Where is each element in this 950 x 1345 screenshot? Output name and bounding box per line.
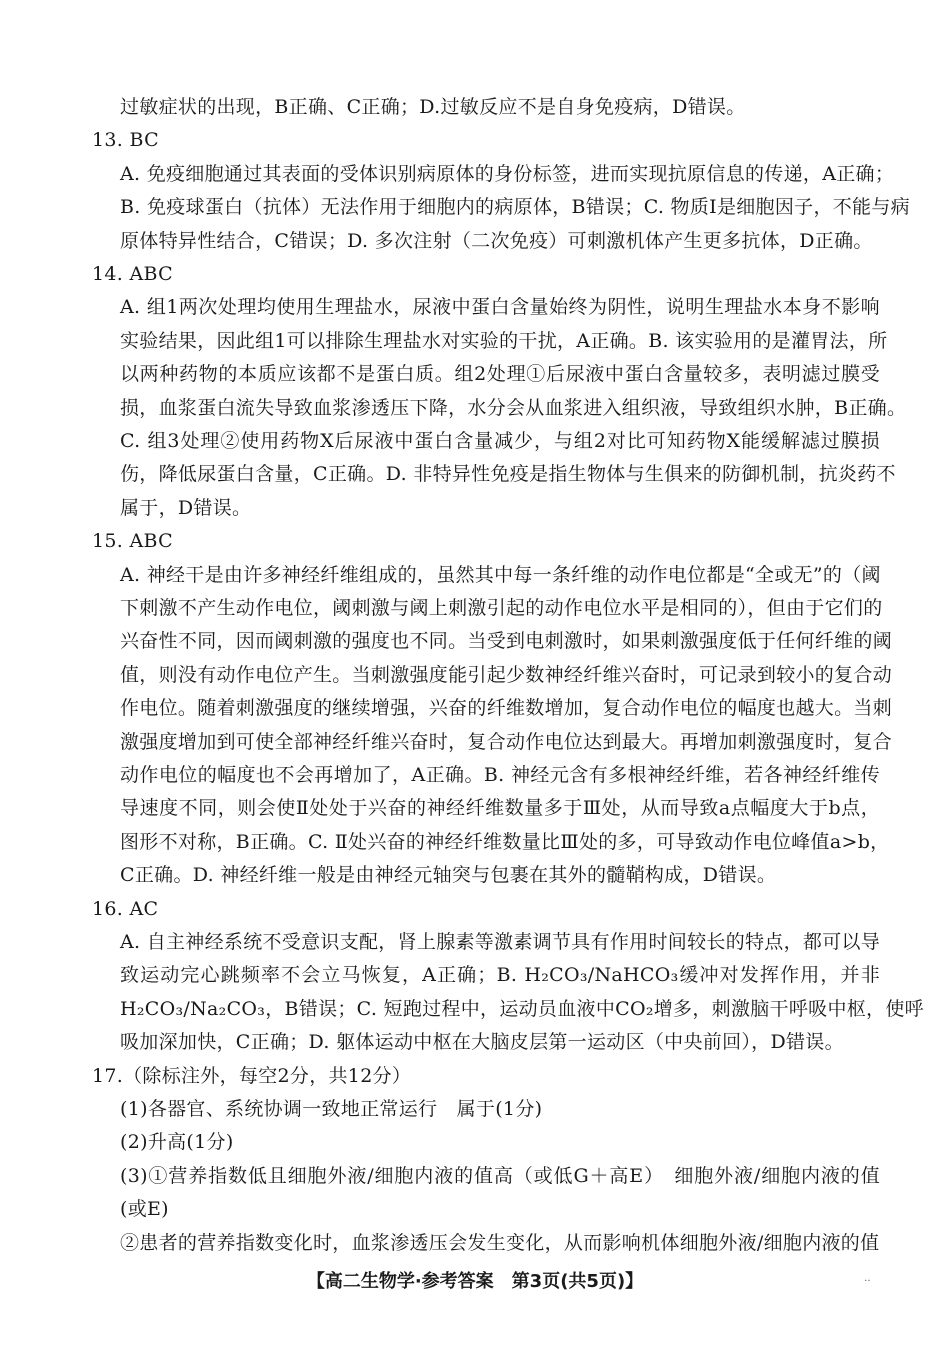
answer-text-line: 值，则没有动作电位产生。当刺激强度能引起少数神经纤维兴奋时，可记录到较小的复合动 (120, 663, 893, 686)
answer-text-line: 下刺激不产生动作电位，阈刺激与阈上刺激引起的动作电位水平是相同的），但由于它们的 (120, 597, 883, 619)
answer-text-line: 致运动完心跳频率不会立马恢复，A正确；B. H₂CO₃/NaHCO₃缓冲对发挥作用，并非 (120, 964, 880, 987)
answer-text-line: 动作电位的幅度也不会再增加了，A正确。B. 神经元含有多根神经纤维，若各神经纤维传 (120, 764, 880, 786)
answer-text-line: H₂CO₃/Na₂CO₃，B错误；C. 短跑过程中，运动员血液中CO₂增多，刺激脑干呼吸中枢，使呼 (120, 997, 924, 1020)
answer-text-line: ②患者的营养指数变化时，血浆渗透压会发生变化，从而影响机体细胞外液/细胞内液的值 (120, 1231, 880, 1254)
answer-text-line: C. 组3处理②使用药物X后尿液中蛋白含量减少，与组2对比可知药物X能缓解滤过膜损 (120, 430, 880, 452)
question-number: 16. AC (92, 897, 159, 920)
answer-text-line: (3)①营养指数低且细胞外液/细胞内液的值高（或低G＋高E） 细胞外液/细胞内液的值 (120, 1164, 880, 1187)
answer-text-line: A. 组1两次处理均使用生理盐水，尿液中蛋白含量始终为阴性，说明生理盐水本身不影响 (120, 296, 880, 319)
answer-text-line: 伤，降低尿蛋白含量，C正确。D. 非特异性免疫是指生物体与生俱来的防御机制，抗炎药不 (120, 463, 896, 486)
question-number: 14. ABC (92, 263, 173, 285)
answer-text-line: 以两种药物的本质应该都不是蛋白质。组2处理①后尿液中蛋白含量较多，表明滤过膜受 (120, 363, 880, 386)
answer-text-line: 兴奋性不同，因而阈刺激的强度也不同。当受到电刺激时，如果刺激强度低于任何纤维的阈 (120, 630, 893, 653)
answer-text-line: C正确。D. 神经纤维一般是由神经元轴突与包裹在其外的髓鞘构成，D错误。 (120, 864, 777, 887)
answer-text-line: (2)升高(1分) (120, 1131, 234, 1154)
answer-text-line: 实验结果，因此组1可以排除生理盐水对实验的干扰，A正确。B. 该实验用的是灌胃法，所 (120, 329, 888, 352)
answer-text-line: A. 神经干是由许多神经纤维组成的，虽然其中每一条纤维的动作电位都是“全或无”的（阈 (120, 563, 881, 586)
answer-text-line: 吸加深加快，C正确；D. 躯体运动中枢在大脑皮层第一运动区（中央前回），D错误。 (120, 1031, 844, 1054)
answer-text-line: B. 免疫球蛋白（抗体）无法作用于细胞内的病原体，B错误；C. 物质Ⅰ是细胞因子，不能与病 (120, 196, 910, 219)
answer-text-line: 导速度不同，则会使Ⅱ处处于兴奋的神经纤维数量多于Ⅲ处，从而导致a点幅度大于b点， (120, 797, 880, 820)
question-number: 13. BC (92, 129, 159, 152)
answer-text-line: 作电位。随着刺激强度的继续增强，兴奋的纤维数增加，复合动作电位的幅度也越大。当刺 (120, 697, 893, 720)
answer-text-line: (或E) (120, 1198, 169, 1221)
answer-text-line: 过敏症状的出现，B正确、C正确；D.过敏反应不是自身免疫病，D错误。 (120, 96, 746, 118)
answer-text-line: 属于，D错误。 (120, 496, 252, 519)
corner-mark: ‥ (864, 1273, 871, 1284)
answer-text-line: (1)各器官、系统协调一致地正常运行 属于(1分) (120, 1098, 543, 1120)
answer-text-line: 损，血浆蛋白流失导致血浆渗透压下降，水分会从血浆进入组织液，导致组织水肿，B正确。 (120, 396, 907, 419)
question-number: 15. ABC (92, 530, 173, 553)
answer-text-line: A. 自主神经系统不受意识支配，肾上腺素等激素调节具有作用时间较长的特点，都可以导 (120, 931, 881, 953)
answer-text-line: A. 免疫细胞通过其表面的受体识别病原体的身份标签，进而实现抗原信息的传递，A正确； (120, 162, 895, 185)
answer-text-line: 图形不对称，B正确。C. Ⅱ处兴奋的神经纤维数量比Ⅲ处的多，可导致动作电位峰值a>b， (120, 830, 890, 853)
answer-text-line: 激强度增加到可使全部神经纤维兴奋时，复合动作电位达到最大。再增加刺激强度时，复合 (120, 730, 893, 753)
page-footer: 【高二生物学·参考答案 第3页(共5页)】 (306, 1271, 644, 1292)
answer-text-line: 原体特异性结合，C错误；D. 多次注射（二次免疫）可刺激机体产生更多抗体，D正确。 (120, 229, 873, 252)
question-number: 17.（除标注外，每空2分，共12分） (92, 1064, 412, 1087)
